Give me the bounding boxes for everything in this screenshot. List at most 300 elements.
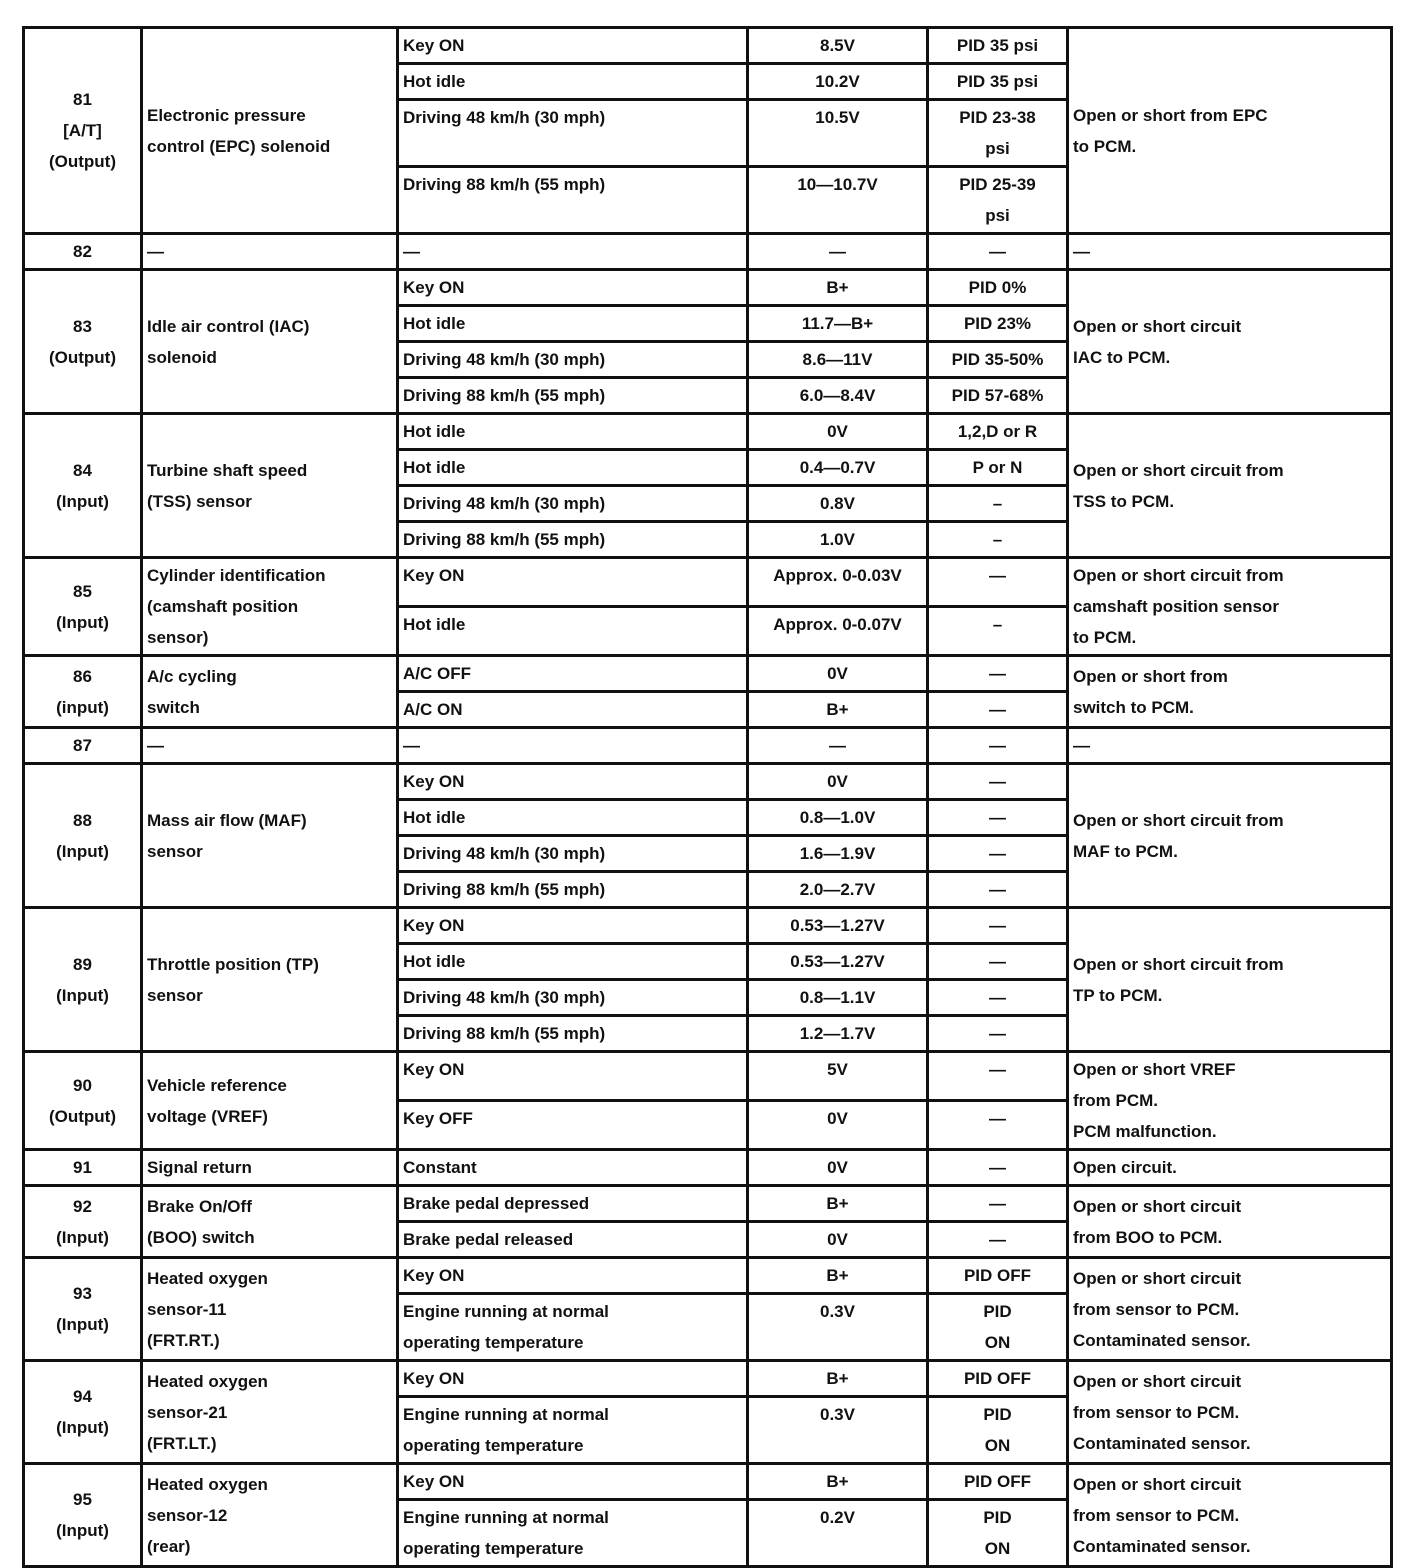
reference-value <box>928 728 1068 764</box>
reference-value-text: PID 0% <box>968 278 1027 297</box>
voltage-value-text: 5V <box>827 1060 848 1079</box>
condition <box>398 486 748 522</box>
reference-value <box>928 1258 1068 1294</box>
condition-text: Brake pedal depressed <box>403 1194 590 1213</box>
reference-value <box>928 1150 1068 1186</box>
condition-text: Key OFF <box>403 1109 473 1128</box>
table-row <box>24 1464 1392 1500</box>
possible-cause <box>1068 234 1392 270</box>
condition-text: Driving 88 km/h (55 mph) <box>403 175 606 194</box>
voltage-value-text: B+ <box>826 1266 849 1285</box>
terminal-name <box>142 414 398 558</box>
voltage-value <box>748 28 928 64</box>
condition-text: Hot idle <box>403 808 466 827</box>
reference-value <box>928 1294 1068 1361</box>
possible-cause <box>1068 558 1392 656</box>
voltage-value <box>748 167 928 234</box>
voltage-value <box>748 1150 928 1186</box>
voltage-value-text: 2.0—2.7V <box>799 880 876 899</box>
condition <box>398 1150 748 1186</box>
possible-cause-text: Open or short circuit from sensor to PCM. Contaminated sensor. <box>1073 1474 1251 1556</box>
terminal-name <box>142 728 398 764</box>
voltage-value <box>748 872 928 908</box>
voltage-value <box>748 342 928 378</box>
possible-cause-text: Open or short circuit from TP to PCM. <box>1073 954 1284 1005</box>
terminal-number-text: 95 (Input) <box>56 1490 109 1540</box>
possible-cause-text: Open or short circuit from camshaft position sensor to PCM. <box>1073 566 1284 647</box>
condition-text: — <box>403 736 420 755</box>
voltage-value-text: 10.2V <box>815 72 860 91</box>
reference-value <box>928 1500 1068 1567</box>
voltage-value-text: 0.8—1.0V <box>799 808 876 827</box>
reference-value-text: PID 57-68% <box>951 386 1044 405</box>
voltage-value-text: 0.3V <box>820 1405 855 1424</box>
voltage-value <box>748 414 928 450</box>
reference-value <box>928 1464 1068 1500</box>
condition-text: Constant <box>403 1158 477 1177</box>
terminal-number-text: 90 (Output) <box>48 1075 117 1126</box>
condition <box>398 450 748 486</box>
voltage-value <box>748 306 928 342</box>
reference-value <box>928 1361 1068 1397</box>
condition <box>398 1222 748 1258</box>
possible-cause <box>1068 1052 1392 1150</box>
table-row <box>24 908 1392 944</box>
reference-value <box>928 378 1068 414</box>
terminal-name <box>142 908 398 1052</box>
condition <box>398 558 748 607</box>
voltage-value <box>748 1101 928 1150</box>
condition-text: Driving 88 km/h (55 mph) <box>403 880 606 899</box>
reference-value-text: — <box>989 808 1006 827</box>
condition-text: Driving 48 km/h (30 mph) <box>403 350 606 369</box>
voltage-value <box>748 656 928 692</box>
reference-value-text: PID 23-38 psi <box>959 108 1036 158</box>
voltage-value-text: 8.6—11V <box>802 350 873 369</box>
reference-value <box>928 234 1068 270</box>
condition <box>398 1500 748 1567</box>
voltage-value-text: B+ <box>826 1194 849 1213</box>
reference-value <box>928 450 1068 486</box>
condition <box>398 270 748 306</box>
reference-value <box>928 64 1068 100</box>
terminal-number <box>24 1464 142 1567</box>
condition-text: Driving 48 km/h (30 mph) <box>403 494 606 513</box>
condition <box>398 1052 748 1101</box>
table-row <box>24 1361 1392 1397</box>
voltage-value <box>748 1186 928 1222</box>
reference-value-text: — <box>989 566 1006 585</box>
reference-value <box>928 692 1068 728</box>
possible-cause <box>1068 764 1392 908</box>
condition <box>398 378 748 414</box>
voltage-value-text: 8.5V <box>820 36 855 55</box>
voltage-value <box>748 728 928 764</box>
voltage-value <box>748 378 928 414</box>
condition <box>398 1464 748 1500</box>
reference-value-text: PID OFF <box>963 1472 1032 1491</box>
reference-value <box>928 306 1068 342</box>
reference-value-text: – <box>992 494 1003 513</box>
voltage-value <box>748 836 928 872</box>
terminal-number <box>24 764 142 908</box>
terminal-number-text: 86 (input) <box>56 666 109 717</box>
terminal-number <box>24 234 142 270</box>
condition-text: Hot idle <box>403 952 466 971</box>
table-row <box>24 234 1392 270</box>
possible-cause <box>1068 1150 1392 1186</box>
table-row <box>24 728 1392 764</box>
terminal-number-text: 94 (Input) <box>56 1387 109 1437</box>
terminal-name <box>142 1052 398 1150</box>
voltage-value-text: 10—10.7V <box>797 175 878 194</box>
voltage-value <box>748 522 928 558</box>
voltage-value-text: Approx. 0-0.03V <box>773 566 902 585</box>
voltage-value <box>748 800 928 836</box>
reference-value-text: — <box>989 1158 1006 1177</box>
voltage-value-text: 0V <box>827 772 848 791</box>
reference-value <box>928 522 1068 558</box>
terminal-number <box>24 28 142 234</box>
terminal-name-text: Heated oxygen sensor-11 (FRT.RT.) <box>147 1268 268 1350</box>
reference-value-text: — <box>989 242 1006 261</box>
voltage-value <box>748 450 928 486</box>
reference-value <box>928 167 1068 234</box>
condition <box>398 944 748 980</box>
condition-text: — <box>403 242 420 261</box>
reference-value-text: — <box>989 664 1006 683</box>
condition <box>398 1186 748 1222</box>
terminal-number <box>24 1052 142 1150</box>
reference-value-text: — <box>989 1024 1006 1043</box>
voltage-value-text: — <box>829 736 846 755</box>
possible-cause-text: Open or short circuit from MAF to PCM. <box>1073 810 1284 861</box>
condition <box>398 28 748 64</box>
possible-cause-text: Open or short VREF from PCM. PCM malfunction. <box>1073 1060 1236 1141</box>
possible-cause-text: — <box>1073 242 1090 261</box>
condition-text: Key ON <box>403 1266 465 1285</box>
voltage-value-text: Approx. 0-0.07V <box>773 615 902 634</box>
terminal-number-text: 92 (Input) <box>56 1196 109 1247</box>
reference-value <box>928 944 1068 980</box>
reference-value-text: PID ON <box>983 1302 1012 1352</box>
condition-text: Driving 88 km/h (55 mph) <box>403 386 606 405</box>
table-row <box>24 270 1392 306</box>
reference-value <box>928 486 1068 522</box>
table-row <box>24 414 1392 450</box>
pcm-terminal-table <box>22 26 1393 1568</box>
table-row <box>24 558 1392 607</box>
terminal-name-text: Mass air flow (MAF) sensor <box>147 810 307 861</box>
reference-value <box>928 342 1068 378</box>
voltage-value-text: 0.4—0.7V <box>799 458 876 477</box>
condition <box>398 1397 748 1464</box>
possible-cause-text: Open or short circuit from BOO to PCM. <box>1073 1196 1242 1247</box>
reference-value-text: — <box>989 1060 1006 1079</box>
condition <box>398 656 748 692</box>
reference-value-text: — <box>989 700 1006 719</box>
voltage-value-text: 0V <box>827 664 848 683</box>
condition-text: Hot idle <box>403 422 466 441</box>
reference-value <box>928 100 1068 167</box>
reference-value <box>928 656 1068 692</box>
condition-text: Key ON <box>403 1472 465 1491</box>
terminal-name <box>142 1361 398 1464</box>
terminal-number-text: 88 (Input) <box>56 810 109 861</box>
possible-cause-text: Open or short circuit IAC to PCM. <box>1073 316 1242 367</box>
terminal-name <box>142 234 398 270</box>
voltage-value-text: 1.6—1.9V <box>799 844 876 863</box>
reference-value <box>928 908 1068 944</box>
voltage-value <box>748 908 928 944</box>
reference-value-text: PID 35 psi <box>956 36 1039 55</box>
voltage-value-text: 0.8—1.1V <box>799 988 876 1007</box>
condition-text: Driving 88 km/h (55 mph) <box>403 530 606 549</box>
voltage-value <box>748 1294 928 1361</box>
possible-cause <box>1068 270 1392 414</box>
voltage-value <box>748 1222 928 1258</box>
terminal-name <box>142 764 398 908</box>
reference-value-text: — <box>989 952 1006 971</box>
voltage-value-text: 0.53—1.27V <box>790 916 885 935</box>
terminal-number-text: 84 (Input) <box>56 460 109 511</box>
reference-value <box>928 764 1068 800</box>
voltage-value-text: 0.3V <box>820 1302 855 1321</box>
condition <box>398 64 748 100</box>
possible-cause <box>1068 1258 1392 1361</box>
voltage-value-text: 0V <box>827 1158 848 1177</box>
possible-cause <box>1068 414 1392 558</box>
terminal-number-text: 87 <box>73 736 92 755</box>
terminal-number-text: 82 <box>73 242 92 261</box>
voltage-value <box>748 980 928 1016</box>
condition-text: Brake pedal released <box>403 1230 574 1249</box>
condition-text: Key ON <box>403 36 465 55</box>
voltage-value <box>748 1361 928 1397</box>
reference-value-text: PID 35-50% <box>951 350 1044 369</box>
terminal-number-text: 91 <box>73 1158 92 1177</box>
terminal-name-text: Signal return <box>147 1158 252 1177</box>
condition-text: Driving 48 km/h (30 mph) <box>403 988 606 1007</box>
possible-cause <box>1068 908 1392 1052</box>
reference-value-text: — <box>989 988 1006 1007</box>
terminal-name-text: Electronic pressure control (EPC) solenoid <box>147 105 331 156</box>
condition-text: Driving 88 km/h (55 mph) <box>403 1024 606 1043</box>
reference-value-text: — <box>989 1109 1006 1128</box>
voltage-value <box>748 607 928 656</box>
terminal-name-text: Turbine shaft speed (TSS) sensor <box>147 460 308 511</box>
voltage-value-text: 11.7—B+ <box>801 314 874 333</box>
terminal-number <box>24 728 142 764</box>
condition <box>398 414 748 450</box>
reference-value <box>928 980 1068 1016</box>
condition-text: Hot idle <box>403 72 466 91</box>
condition <box>398 1294 748 1361</box>
voltage-value <box>748 1016 928 1052</box>
reference-value-text: PID 25-39 psi <box>959 175 1036 225</box>
terminal-number <box>24 558 142 656</box>
terminal-name <box>142 28 398 234</box>
possible-cause-text: — <box>1073 736 1090 755</box>
reference-value <box>928 1052 1068 1101</box>
terminal-number <box>24 1258 142 1361</box>
reference-value-text: PID 23% <box>963 314 1032 333</box>
voltage-value-text: 0.2V <box>820 1508 855 1527</box>
condition-text: Hot idle <box>403 458 466 477</box>
terminal-number <box>24 656 142 728</box>
voltage-value-text: — <box>829 242 846 261</box>
possible-cause <box>1068 728 1392 764</box>
terminal-number <box>24 1361 142 1464</box>
voltage-value <box>748 692 928 728</box>
condition-text: Key ON <box>403 278 465 297</box>
table-row <box>24 1186 1392 1222</box>
voltage-value-text: B+ <box>826 700 849 719</box>
condition <box>398 980 748 1016</box>
reference-value <box>928 1397 1068 1464</box>
reference-value-text: – <box>992 530 1003 549</box>
reference-value <box>928 270 1068 306</box>
possible-cause <box>1068 28 1392 234</box>
condition-text: Engine running at normal operating temperature <box>403 1302 609 1352</box>
reference-value <box>928 1016 1068 1052</box>
voltage-value-text: 0.53—1.27V <box>790 952 885 971</box>
reference-value-text: — <box>989 772 1006 791</box>
reference-value-text: — <box>989 1194 1006 1213</box>
condition <box>398 306 748 342</box>
terminal-number-text: 93 (Input) <box>56 1284 109 1334</box>
terminal-name <box>142 1258 398 1361</box>
reference-value <box>928 28 1068 64</box>
condition <box>398 342 748 378</box>
condition-text: Engine running at normal operating temperature <box>403 1508 609 1558</box>
voltage-value <box>748 100 928 167</box>
terminal-number-text: 81 [A/T] (Output) <box>48 90 117 171</box>
possible-cause-text: Open or short from switch to PCM. <box>1073 666 1228 717</box>
condition-text: Key ON <box>403 566 465 585</box>
condition <box>398 1016 748 1052</box>
voltage-value <box>748 1500 928 1567</box>
terminal-name-text: Vehicle reference voltage (VREF) <box>147 1075 287 1126</box>
terminal-number-text: 85 (Input) <box>56 581 109 632</box>
voltage-value-text: 1.2—1.7V <box>799 1024 876 1043</box>
voltage-value <box>748 1397 928 1464</box>
condition-text: Key ON <box>403 1060 465 1079</box>
terminal-name-text: Cylinder identification (camshaft position sensor) <box>147 566 326 647</box>
condition-text: A/C ON <box>403 700 463 719</box>
condition <box>398 692 748 728</box>
possible-cause <box>1068 1361 1392 1464</box>
table-row <box>24 656 1392 692</box>
condition <box>398 728 748 764</box>
terminal-number-text: 83 (Output) <box>48 316 117 367</box>
terminal-name <box>142 1186 398 1258</box>
voltage-value <box>748 64 928 100</box>
terminal-name-text: Heated oxygen sensor-21 (FRT.LT.) <box>147 1371 268 1453</box>
reference-value-text: — <box>989 916 1006 935</box>
reference-value <box>928 1222 1068 1258</box>
reference-value-text: — <box>989 880 1006 899</box>
condition-text: Engine running at normal operating temperature <box>403 1405 609 1455</box>
table-row <box>24 28 1392 64</box>
reference-value <box>928 836 1068 872</box>
condition <box>398 1101 748 1150</box>
voltage-value-text: B+ <box>826 1472 849 1491</box>
table-row <box>24 1150 1392 1186</box>
voltage-value-text: B+ <box>826 1369 849 1388</box>
terminal-name <box>142 1464 398 1567</box>
terminal-number <box>24 1186 142 1258</box>
condition-text: Hot idle <box>403 615 466 634</box>
possible-cause <box>1068 1464 1392 1567</box>
condition <box>398 1258 748 1294</box>
terminal-name-text: Throttle position (TP) sensor <box>147 954 319 1005</box>
condition <box>398 100 748 167</box>
voltage-value <box>748 1258 928 1294</box>
reference-value-text: PID OFF <box>963 1266 1032 1285</box>
condition-text: Hot idle <box>403 314 466 333</box>
condition-text: Driving 48 km/h (30 mph) <box>403 108 606 127</box>
voltage-value-text: 1.0V <box>820 530 855 549</box>
voltage-value <box>748 270 928 306</box>
possible-cause <box>1068 656 1392 728</box>
voltage-value-text: 0V <box>827 422 848 441</box>
terminal-name <box>142 656 398 728</box>
terminal-name <box>142 1150 398 1186</box>
voltage-value <box>748 558 928 607</box>
reference-value-text: PID 35 psi <box>956 72 1039 91</box>
terminal-name-text: — <box>147 242 164 261</box>
possible-cause-text: Open or short circuit from sensor to PCM. Contaminated sensor. <box>1073 1268 1251 1350</box>
condition <box>398 607 748 656</box>
condition-text: Key ON <box>403 1369 465 1388</box>
condition <box>398 764 748 800</box>
possible-cause-text: Open or short from EPC to PCM. <box>1073 105 1268 156</box>
condition <box>398 1361 748 1397</box>
reference-value-text: — <box>989 844 1006 863</box>
reference-value <box>928 558 1068 607</box>
reference-value-text: 1,2,D or R <box>957 422 1038 441</box>
terminal-name-text: Idle air control (IAC) solenoid <box>147 316 310 367</box>
terminal-number <box>24 414 142 558</box>
table-row <box>24 764 1392 800</box>
reference-value <box>928 607 1068 656</box>
possible-cause <box>1068 1186 1392 1258</box>
voltage-value-text: 6.0—8.4V <box>799 386 876 405</box>
terminal-number <box>24 270 142 414</box>
reference-value <box>928 1186 1068 1222</box>
voltage-value-text: 0V <box>827 1109 848 1128</box>
voltage-value-text: 0V <box>827 1230 848 1249</box>
condition-text: Driving 48 km/h (30 mph) <box>403 844 606 863</box>
condition <box>398 836 748 872</box>
voltage-value <box>748 764 928 800</box>
table-row <box>24 1258 1392 1294</box>
reference-value <box>928 1101 1068 1150</box>
reference-value-text: PID ON <box>983 1508 1012 1558</box>
terminal-number <box>24 1150 142 1186</box>
condition-text: A/C OFF <box>403 664 471 683</box>
condition <box>398 234 748 270</box>
voltage-value <box>748 486 928 522</box>
voltage-value <box>748 1464 928 1500</box>
reference-value <box>928 872 1068 908</box>
possible-cause-text: Open circuit. <box>1073 1158 1177 1177</box>
table-row <box>24 1052 1392 1101</box>
terminal-name-text: Brake On/Off (BOO) switch <box>147 1196 255 1247</box>
terminal-name-text: — <box>147 736 164 755</box>
reference-value-text: — <box>989 736 1006 755</box>
